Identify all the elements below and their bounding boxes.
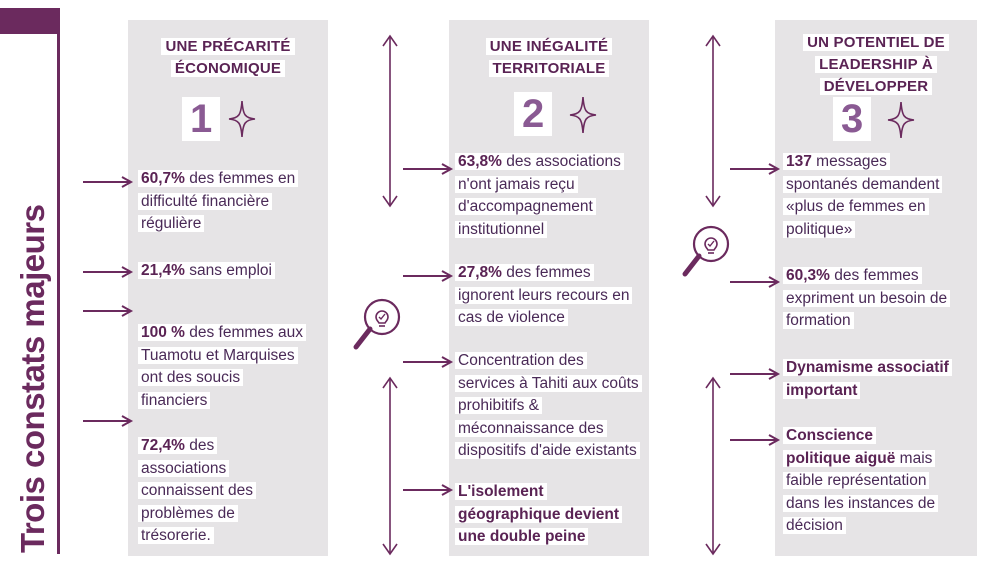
list-item: 60,3% des femmes expriment un besoin de formation (783, 265, 977, 333)
arrow-right-icon (729, 368, 781, 380)
arrow-right-icon (729, 163, 781, 175)
list-item: Concentration des services à Tahiti aux coûts prohibitifs & méconnaissance des dispositifs d'aide existants (455, 350, 651, 463)
list-item: 63,8% des associations n'ont jamais reçu d'accompagnement institutionnel (455, 151, 651, 241)
side-title: Trois constats majeurs (14, 204, 51, 553)
arrow-right-icon (402, 270, 454, 282)
arrow-right-icon (402, 163, 454, 175)
column-number: 1 (182, 97, 220, 141)
column-territorial (449, 20, 649, 556)
sparkle-icon (568, 95, 598, 135)
column-title: UNE INÉGALITÉ TERRITORIALE (449, 36, 649, 80)
list-item: 60,7% des femmes en difficulté financière régulière (138, 168, 328, 236)
double-arrow-icon (381, 34, 399, 208)
arrow-right-icon (402, 356, 454, 368)
column-title: UN POTENTIEL DE LEADERSHIP À DÉVELOPPER (775, 32, 977, 98)
arrow-right-icon (82, 305, 134, 317)
column-title: UNE PRÉCARITÉ ÉCONOMIQUE (128, 36, 328, 80)
column-number: 3 (833, 97, 871, 141)
arrow-right-icon (82, 266, 134, 278)
arrow-right-icon (82, 415, 134, 427)
double-arrow-icon (704, 34, 722, 208)
list-item: 72,4% des associations connaissent des problèmes de trésorerie. (138, 435, 328, 548)
column-leadership (775, 20, 977, 556)
list-item: 21,4% sans emploi (138, 260, 328, 283)
arrow-right-icon (402, 484, 454, 496)
double-arrow-icon (704, 376, 722, 556)
side-accent-line (57, 34, 60, 554)
arrow-right-icon (729, 434, 781, 446)
list-item: 27,8% des femmes ignorent leurs recours en cas de violence (455, 262, 651, 330)
magnifier-lightbulb-icon (350, 295, 406, 355)
sparkle-icon (227, 99, 257, 139)
arrow-right-icon (729, 276, 781, 288)
list-item: 137 messages spontanés demandent «plus de femmes en politique» (783, 151, 977, 241)
list-item: Dynamisme associatif important (783, 357, 977, 402)
sparkle-icon (886, 100, 916, 140)
column-economic (128, 20, 328, 556)
list-item: 100 % des femmes aux Tuamotu et Marquises ont des soucis financiers (138, 322, 328, 412)
corner-accent-bar (0, 8, 60, 34)
arrow-right-icon (82, 176, 134, 188)
list-item: Conscience politique aiguë mais faible représentation dans les instances de décision (783, 425, 977, 538)
list-item: L'isolement géographique devient une double peine (455, 481, 651, 549)
column-number: 2 (514, 92, 552, 136)
magnifier-lightbulb-icon (679, 222, 735, 282)
double-arrow-icon (381, 376, 399, 556)
